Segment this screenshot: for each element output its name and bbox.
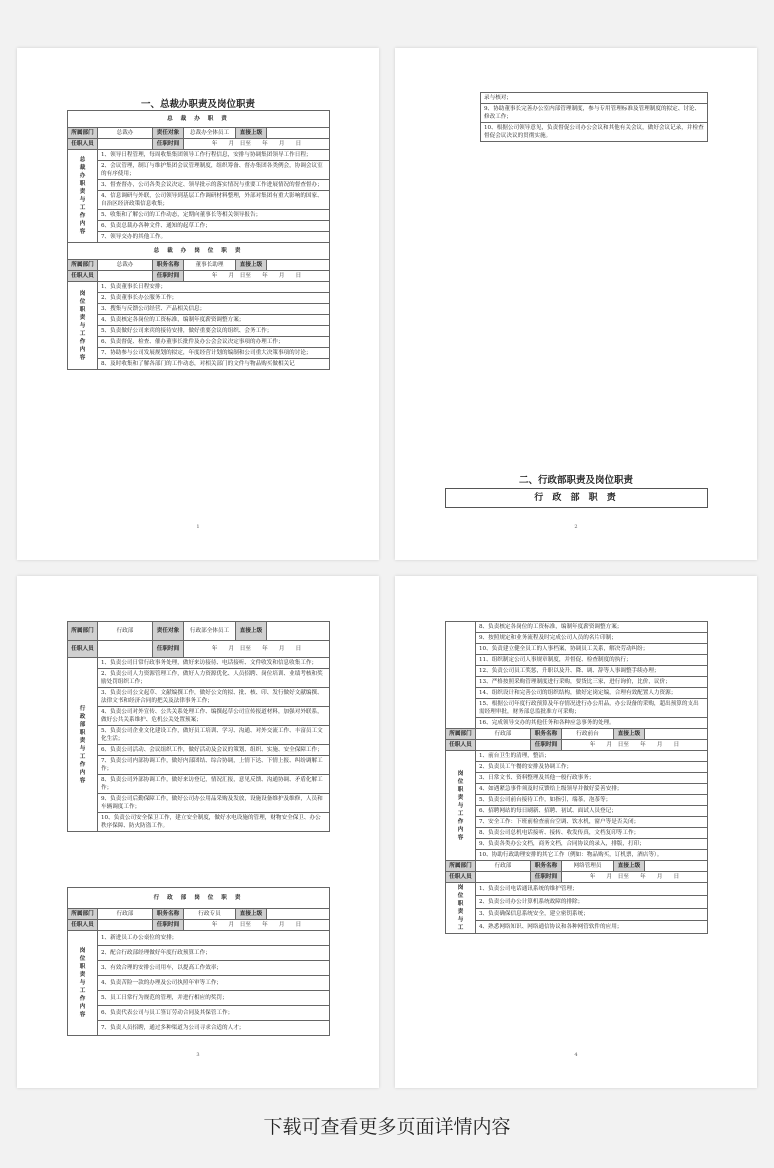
field-label: 任职时间	[153, 920, 184, 931]
list-item: 9、协助董事长完善办公室内部管理制度，参与专用管理标准及管理制度的拟定、讨论、修改工作；	[481, 104, 708, 123]
list-item: 5、员工日常行为规范的管理，并进行相应的奖罚；	[98, 991, 330, 1006]
list-item: 9、负责各类办公文档，商务文档，合同协议的录入，排版，打印；	[476, 839, 708, 850]
field-value: 总裁办	[98, 260, 153, 271]
field-value: 总裁办	[98, 128, 153, 139]
field-value: 行政部	[476, 861, 531, 872]
field-value	[267, 128, 330, 139]
field-label: 职务名称	[153, 909, 184, 920]
field-label: 所属部门	[68, 128, 98, 139]
table-header: 总 裁 办 职 责	[68, 111, 330, 128]
field-value: 行政前台	[562, 729, 614, 740]
list-item: 1、负责公司电话通讯系统的维护管理；	[476, 883, 708, 896]
list-item: 13、严格按照采购管理制度进行采购，要货比三家，进行询价，比价，议价；	[476, 677, 708, 688]
list-item: 6、负责督促、检查、催办董事长批件及办公会会议决定事项的办理工作；	[98, 337, 330, 348]
list-item: 1、新进员工办公桌位的安排；	[98, 931, 330, 946]
list-item: 11、组织制定公司人事规章制度，并督促、检查制度的执行；	[476, 655, 708, 666]
field-value	[645, 729, 708, 740]
list-item: 5、负责做好公司来宾的接待安排，做好重要会议的组织、会务工作；	[98, 326, 330, 337]
field-value: 董事长助理	[184, 260, 236, 271]
side-label: 岗位职责与工	[446, 883, 476, 934]
list-item: 3、负责公司公文起草、文献编撰工作，做好公文的拟、批、核、印、发行做好文献编撰、法律文书和经济合同的把关及法律事务工作；	[98, 688, 330, 707]
field-label: 任职人员	[446, 872, 476, 883]
list-item: 1、前台卫生的清理，整洁；	[476, 751, 708, 762]
field-value	[98, 271, 153, 282]
list-item: 6、负责公司活动、会议组织工作，做好活动及会议的策划、组织、实施、安全保障工作；	[98, 745, 330, 756]
field-label: 任职人员	[68, 920, 98, 931]
table-header: 行 政 部 职 责	[445, 488, 708, 508]
post-duty-table	[445, 621, 708, 934]
field-label: 所属部门	[446, 729, 476, 740]
field-label: 直接上级	[236, 128, 267, 139]
field-label: 任职时间	[153, 139, 184, 150]
side-label: 岗位职责与工作内容	[68, 931, 98, 1036]
side-label: 总裁办职责与工作内容	[68, 150, 98, 243]
list-item: 1、负责公司日常行政事务处理，做好来访接待、电话接听、文件收发和信息收集工作；	[98, 658, 330, 669]
list-item: 1、领导日程管理，每周收集集团领导工作行程信息，安排与协调集团领导工作日程；	[98, 150, 330, 161]
list-item: 2、负责公司办公计算机系统故障的排除；	[476, 895, 708, 908]
field-value	[98, 920, 153, 931]
field-value	[476, 872, 531, 883]
download-caption: 下载可查看更多页面详情内容	[263, 1116, 511, 1138]
page-number: 3	[196, 1052, 200, 1058]
list-item: 2、负责员工午餐的安排及协调工作；	[476, 762, 708, 773]
list-item: 3、有效合理的安排公司用车，以提高工作效率；	[98, 961, 330, 976]
field-value: 行政部全体员工	[184, 622, 236, 641]
field-value: 年 月 日至 年 月 日	[184, 139, 330, 150]
list-item: 8、负责核定各岗位的工资标准，编制年度薪资调整方案；	[476, 622, 708, 633]
field-value	[267, 622, 330, 641]
list-item: 6、负责总裁办各种文件、通知的起草工作；	[98, 221, 330, 232]
field-label: 职务名称	[531, 729, 562, 740]
field-value: 年 月 日至 年 月 日	[184, 271, 330, 282]
list-item: 3、督查督办，公司各类会议决定、领导批示的落实情况与重要工作进展情况的督查督办；	[98, 180, 330, 191]
field-label: 所属部门	[68, 260, 98, 271]
document-page-3	[17, 576, 379, 1088]
list-item: 4、如遇紧急事件须及时反馈给上级领导并做好妥善安排；	[476, 784, 708, 795]
field-label: 任职时间	[153, 271, 184, 282]
list-item: 3、搜集与反馈公司经营、产品相关信息；	[98, 304, 330, 315]
list-item: 8、及时收集和了解各部门的工作动态，对相关部门的文件与物品购买做相关记	[98, 359, 330, 370]
list-item: 12、负责公司员工奖惩，升职以及升、降、调、辞等人事调整手续办理；	[476, 666, 708, 677]
field-value: 年 月 日至 年 月 日	[562, 872, 708, 883]
list-item: 10、负责公司安全保卫工作，建立安全制度，做好水电设施的管理，财物安全保卫、办公秩序保障、防火防盗工作。	[98, 813, 330, 832]
table-header: 总 裁 办 岗 位 职 责	[68, 243, 330, 260]
field-value: 行政部	[98, 909, 153, 920]
field-label: 所属部门	[68, 622, 98, 641]
page-title: 一、总裁办职责及岗位职责	[140, 99, 255, 110]
field-value	[98, 641, 153, 658]
list-item: 4、负责核定各岗位的工资标准，编制年度薪资调整方案；	[98, 315, 330, 326]
list-item: 2、配合行政部经理做好年度行政预算工作；	[98, 946, 330, 961]
field-value: 年 月 日至 年 月 日	[184, 920, 330, 931]
side-label: 行政部职责与工作内容	[68, 658, 98, 832]
post-duty-table	[67, 887, 330, 1036]
field-label: 任职人员	[68, 139, 98, 150]
field-label: 直接上级	[236, 260, 267, 271]
list-item: 5、负责公司企业文化建设工作，做好员工培训、学习、沟通、对外交流工作、丰富员工文化生活；	[98, 726, 330, 745]
continued-table	[480, 92, 708, 142]
list-item: 9、负责公司后勤保障工作，做好公司办公用品采购及发放，设施设备维护及维修，人员和车辆调度工作；	[98, 794, 330, 813]
list-item: 7、协助参与公司发展规划的拟定，年度经营计划的编制和公司重大决策事项的讨论；	[98, 348, 330, 359]
side-label: 岗位职责与工作内容	[68, 282, 98, 370]
document-page-2	[395, 48, 757, 560]
field-value	[267, 909, 330, 920]
list-item: 1、负责董事长日程安排；	[98, 282, 330, 293]
field-label: 所属部门	[446, 861, 476, 872]
field-value: 年 月 日至 年 月 日	[184, 641, 330, 658]
page-number: 2	[574, 524, 578, 530]
section-title: 二、行政部职责及岗位职责	[518, 475, 633, 486]
list-item: 9、按照规定和业务流程及时完成公司人员的名片印制；	[476, 633, 708, 644]
field-label: 任职时间	[153, 641, 184, 658]
field-label: 任职时间	[531, 872, 562, 883]
list-item: 8、负责公司总机电话接听、接转、收发传真，文档复印等工作；	[476, 828, 708, 839]
field-label: 直接上级	[236, 622, 267, 641]
list-item: 16、完成领导交办的其他任务和各种应急事务的处理。	[476, 718, 708, 729]
document-page-1	[17, 48, 379, 560]
field-label: 职务名称	[153, 260, 184, 271]
field-value: 行政专员	[184, 909, 236, 920]
list-item: 7、安全工作：下班前检查前台空调、饮水机，窗户等是否关闭；	[476, 817, 708, 828]
field-value	[267, 260, 330, 271]
field-value	[476, 740, 531, 751]
list-item: 7、领导交办的其他工作。	[98, 232, 330, 243]
list-item: 14、组织设计和完善公司的组织结构，做好定岗定编，合理有效配置人力资源；	[476, 688, 708, 699]
field-label: 任职时间	[531, 740, 562, 751]
field-label: 所属部门	[68, 909, 98, 920]
field-value: 行政部	[476, 729, 531, 740]
list-item: 7、负责人员招聘，通过多种渠道为公司寻求合适的人才；	[98, 1021, 330, 1036]
list-item: 7、负责公司内部协调工作，做好内部团结、综合协调，上情下达、下情上报、纠纷调解工作；	[98, 756, 330, 775]
list-item: 3、负责确保信息系统安全，建立密钥系统；	[476, 908, 708, 921]
field-label: 直接上级	[614, 729, 645, 740]
dept-duty-table	[67, 110, 330, 370]
list-item: 5、收集和了解公司的工作动态，定期向董事长等相关领导报告；	[98, 210, 330, 221]
list-item: 15、根据公司年度行政预算及年存情况进行办公用品，办公设备的采购，超出预算的支出需经理审批，财务部总监批准方可采购；	[476, 699, 708, 718]
list-item: 2、会议管理，制订与维护集团会议管理制度，组织筹备、督办集团各类例会，协调会议室的有序使用；	[98, 161, 330, 180]
field-value: 网络管理员	[562, 861, 614, 872]
field-label: 职务名称	[531, 861, 562, 872]
list-item: 6、招聘网站的每日刷新、招聘、初试、面试人员登记；	[476, 806, 708, 817]
field-value	[98, 139, 153, 150]
list-item: 4、负责公司对外宣传、公共关系处理工作、编撰起草公司宣传报道材料，加强对外联系，做好公共关系维护、危机公关处置预案；	[98, 707, 330, 726]
list-item: 4、信息调研与外联，公司领导到基层工作调研材料整理，外部对集团有重大影响的国家、自治区经济政策信息收集；	[98, 191, 330, 210]
list-item: 4、熟悉网络知识、网络通信协议和各种网管软件的应用；	[476, 921, 708, 934]
list-item: 5、负责公司前台接待工作，如指引，端茶，泡茶等；	[476, 795, 708, 806]
document-page-4	[395, 576, 757, 1088]
list-item: 录与核对；	[481, 93, 708, 104]
dept-duty-table	[67, 621, 330, 832]
list-item: 10、负责建立健全员工的人事档案，协调员工关系，解决劳动纠纷；	[476, 644, 708, 655]
list-item: 2、负责公司人力资源管理工作，做好人力资源优化、人员招聘、岗位培训、业绩考核和奖励处罚组织工作；	[98, 669, 330, 688]
field-value: 行政部	[98, 622, 153, 641]
side-label: 岗位职责与工作内容	[446, 751, 476, 861]
field-label: 责任对象	[153, 128, 184, 139]
list-item: 3、日常文书、资料整理及其他一般行政事务；	[476, 773, 708, 784]
field-label: 责任对象	[153, 622, 184, 641]
side-label	[446, 622, 476, 729]
field-label: 任职人员	[68, 641, 98, 658]
field-value: 年 月 日至 年 月 日	[562, 740, 708, 751]
list-item: 6、负责代表公司与员工签订劳动合同及其保管工作；	[98, 1006, 330, 1021]
field-label: 任职人员	[446, 740, 476, 751]
page-number: 1	[196, 524, 200, 530]
field-label: 直接上级	[614, 861, 645, 872]
list-item: 4、负责苦险一款的办理及公司执照年审等工作；	[98, 976, 330, 991]
list-item: 10、协助行政助理安排的其它工作（例如：物品购买，订机票，酒店等）。	[476, 850, 708, 861]
field-value: 总裁办全体员工	[184, 128, 236, 139]
list-item: 8、负责公司外部协调工作，做好来访登记，情况汇报，意见反馈、沟通协调、矛盾化解工作；	[98, 775, 330, 794]
list-item: 10、根据公司领导意见，负责督促公司办公会议和其他有关会议，做好会议记录，并检查督促会议决议的贯彻实施。	[481, 123, 708, 142]
page-number: 4	[574, 1052, 578, 1058]
table-header: 行 政 部 岗 位 职 责	[68, 888, 330, 909]
list-item: 2、负责董事长办公服务工作；	[98, 293, 330, 304]
field-label: 任职人员	[68, 271, 98, 282]
field-value	[645, 861, 708, 872]
field-label: 直接上级	[236, 909, 267, 920]
